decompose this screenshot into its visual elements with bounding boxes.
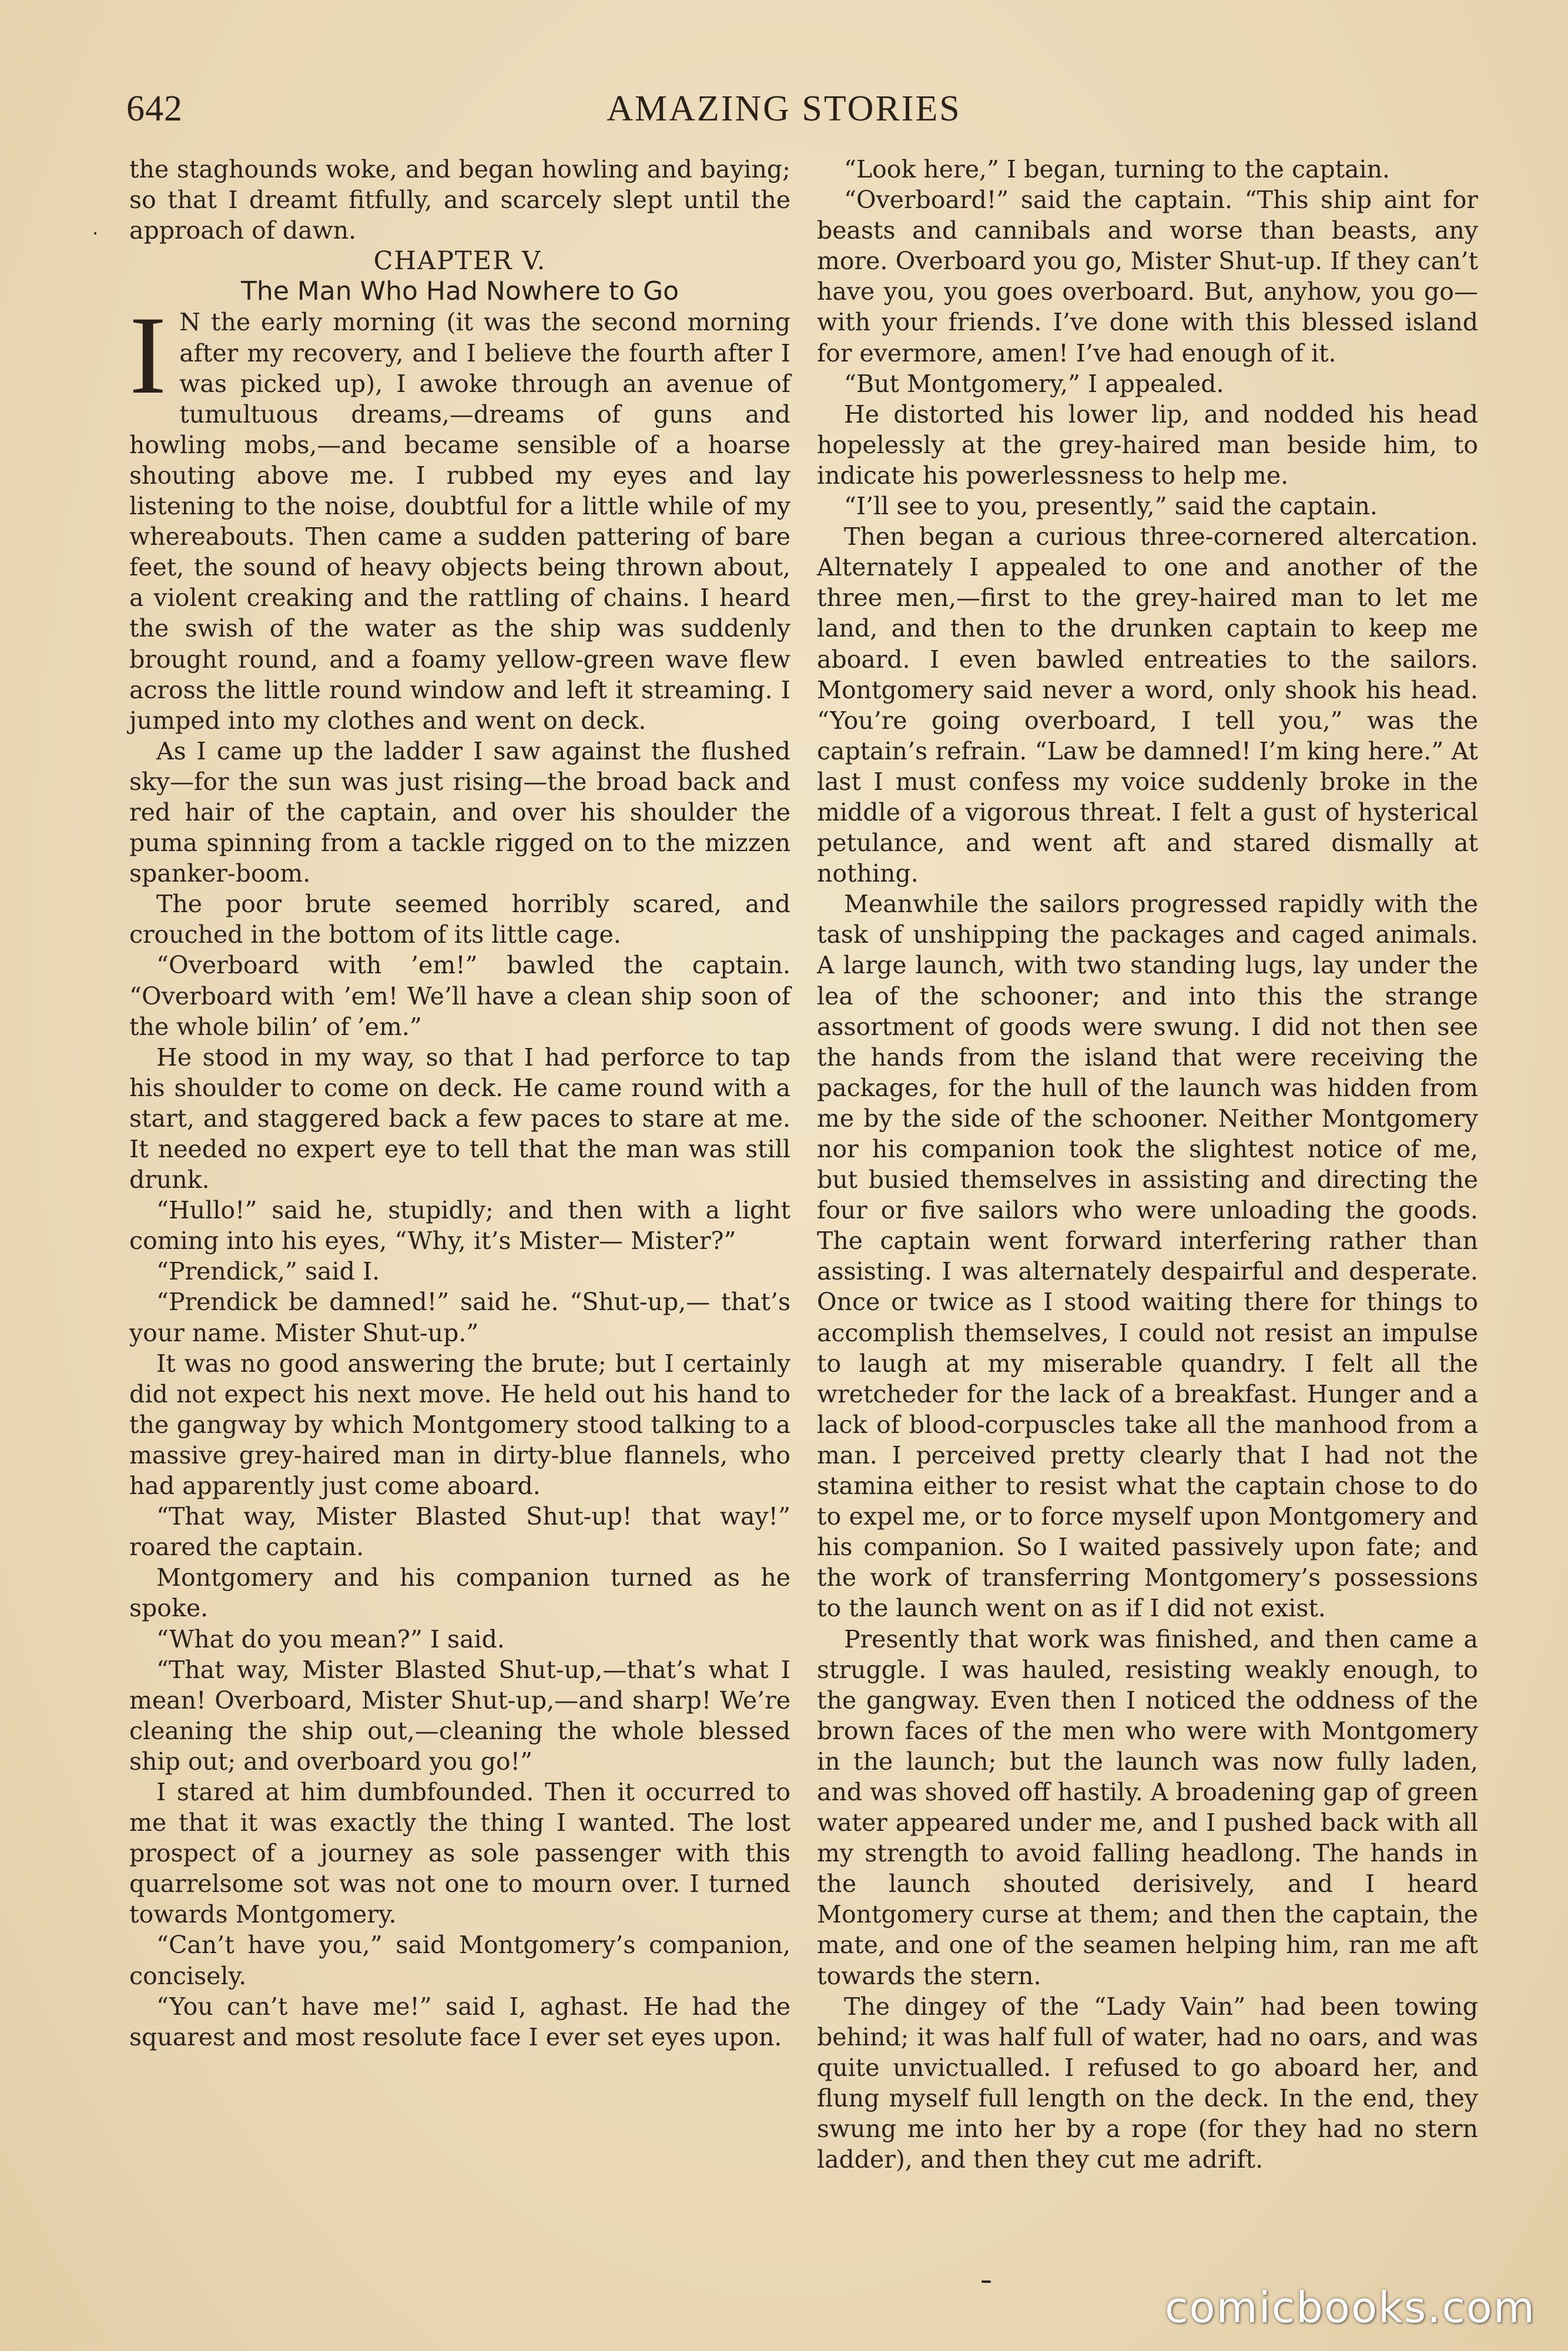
left-column: [129, 154, 790, 2052]
paragraph: I stared at him dumbfounded. Then it occurred to me that it was exactly the thing I wanted. The lost prospect of a journey as sole passenger with this quarrelsome sot was not one to mourn over. I turned towards Montgomery.: [129, 1777, 790, 1929]
paragraph: Then began a curious three-cornered altercation. Alternately I appealed to one and another of the three men,—first to the grey-haired man to let me land, and then to the drunken captain to keep me aboard. I even bawled entreaties to the sailors. Montgomery said never a word, only shook his head. “You’re going overboard, I tell you,” was the captain’s refrain. “Law be damned! I’m king here.” At last I must confess my voice suddenly broke in the middle of a vigorous threat. I felt a gust of hysterical petulance, and went aft and stared dismally at nothing.: [817, 523, 1478, 888]
paragraph: The dingey of the “Lady Vain” had been towing behind; it was half full of water, had no oars, and was quite unvictualled. I refused to go aboard her, and flung myself full length on the deck. In the end, they swung me into her by a rope (for they had no stern ladder), and then they cut me adrift.: [817, 1992, 1478, 2174]
paragraph: “You can’t have me!” said I, aghast. He had the squarest and most resolute face I ever set eyes upon.: [129, 1992, 790, 2051]
paragraph: “What do you mean?” I said.: [156, 1625, 505, 1653]
paragraph: “I’ll see to you, presently,” said the captain.: [844, 492, 1378, 521]
right-column: [817, 154, 1478, 2175]
paragraph: “That way, Mister Blasted Shut-up! that way!” roared the captain.: [129, 1502, 790, 1562]
paragraph: “Prendick,” said I.: [156, 1257, 380, 1286]
paragraph: “But Montgomery,” I appealed.: [844, 369, 1224, 398]
chapter-title: The Man Who Had Nowhere to Go: [240, 276, 679, 307]
running-title: AMAZING STORIES: [607, 89, 961, 129]
paragraph: He stood in my way, so that I had perforce to tap his shoulder to come on deck. He came round with a start, and staggered back a few paces to stare at me. It needed no expert eye to tell that the man was still drunk.: [129, 1043, 790, 1194]
page-number: 642: [126, 89, 183, 129]
opening-paragraph: the staghounds woke, and began howling and baying; so that I dreamt fitfully, and scarcely slept until the approach of dawn.: [129, 155, 790, 245]
chapter-number: CHAPTER V.: [373, 246, 547, 276]
paragraph: “That way, Mister Blasted Shut-up,—that’s what I mean! Overboard, Mister Shut-up,—and sharp! We’re cleaning the ship out,—cleaning the whole blessed ship out; and overboard you go!”: [129, 1655, 790, 1776]
paragraph: He distorted his lower lip, and nodded his head hopelessly at the grey-haired man beside him, to indicate his powerlessness to help me.: [817, 400, 1478, 490]
first-paragraph: N the early morning (it was the second morning after my recovery, and I believe the fourth after I was picked up), I awoke through an avenue of tumultuous dreams,—dreams of guns and howling mobs,—and became sensible of a hoarse shouting above me. I rubbed my eyes and lay listening to the noise, doubtful for a little while of my whereabouts. Then came a sudden pattering of bare feet, the sound of heavy objects being thrown about, a violent creaking and the rattling of chains. I heard the swish of the water as the ship was suddenly brought round, and a foamy yellow-green wave flew across the little round window and left it streaming. I jumped into my clothes and went on deck.: [129, 308, 790, 735]
paragraph: Presently that work was finished, and then came a struggle. I was hauled, resisting weakly enough, to the gangway. Even then I noticed the oddness of the brown faces of the men who were with Montgomery in the launch; but the launch was now fully laden, and was shoved off hastily. A broadening gap of green water appeared under me, and I pushed back with all my strength to avoid falling headlong. The hands in the launch shouted derisively, and I heard Montgomery curse at them; and then the captain, the mate, and one of the seamen helping him, ran me aft towards the stern.: [817, 1625, 1478, 1990]
paragraph: “Hullo!” said he, stupidly; and then with a light coming into his eyes, “Why, it’s Mister— Mister?”: [129, 1196, 790, 1255]
print-speck: [94, 232, 96, 235]
paragraph: Montgomery and his companion turned as he spoke.: [129, 1563, 790, 1623]
paragraph: Meanwhile the sailors progressed rapidly with the task of unshipping the packages and caged animals. A large launch, with two standing lugs, lay under the lea of the schooner; and into this the strange assortment of goods were swung. I did not then see the hands from the island that were receiving the packages, for the hull of the launch was hidden from me by the side of the schooner. Neither Montgomery nor his companion took the slightest notice of me, but busied themselves in assisting and directing the four or five sailors who were unloading the goods. The captain went forward interfering rather than assisting. I was alternately despairful and desperate. Once or twice as I stood waiting there for things to accomplish themselves, I could not resist an impulse to laugh at my miserable quandry. I felt all the wretcheder for the lack of a breakfast. Hunger and a lack of blood-corpuscles take all the manhood from a man. I perceived pretty clearly that I had not the stamina either to resist what the captain chose to do to expel me, or to force myself upon Montgomery and his companion. So I waited passively upon fate; and the work of transferring Montgomery’s possessions to the launch went on as if I did not exist.: [817, 890, 1478, 1623]
paragraph: “Prendick be damned!” said he. “Shut-up,— that’s your name. Mister Shut-up.”: [129, 1288, 790, 1347]
print-speck: [981, 2280, 991, 2283]
paragraph: “Overboard!” said the captain. “This ship aint for beasts and cannibals and worse than beasts, any more. Overboard you go, Mister Shut-up. If they can’t have you, you goes overboard. But, anyhow, you go—with your friends. I’ve done with this blessed island for evermore, amen! I’ve had enough of it.: [817, 186, 1478, 367]
paragraph: The poor brute seemed horribly scared, and crouched in the bottom of its little cage.: [129, 890, 790, 949]
paragraph: It was no good answering the brute; but I certainly did not expect his next move. He held out his hand to the gangway by which Montgomery stood talking to a massive grey-haired man in dirty-blue flannels, who had apparently just come aboard.: [129, 1349, 790, 1501]
paragraph: “Overboard with ’em!” bawled the captain. “Overboard with ’em! We’ll have a clean ship soon of the whole bilin’ of ’em.”: [129, 951, 790, 1041]
paragraph: As I came up the ladder I saw against the flushed sky—for the sun was just rising—the broad back and red hair of the captain, and over his shoulder the puma spinning from a tackle rigged on to the mizzen spanker-boom.: [129, 736, 790, 888]
drop-cap: I: [129, 294, 167, 418]
paragraph: “Can’t have you,” said Montgomery’s companion, concisely.: [129, 1931, 790, 1990]
first-paragraph-block: [129, 294, 790, 735]
watermark-text: comicbooks.com: [1164, 2283, 1536, 2332]
paragraph: “Look here,” I began, turning to the captain.: [844, 155, 1391, 183]
